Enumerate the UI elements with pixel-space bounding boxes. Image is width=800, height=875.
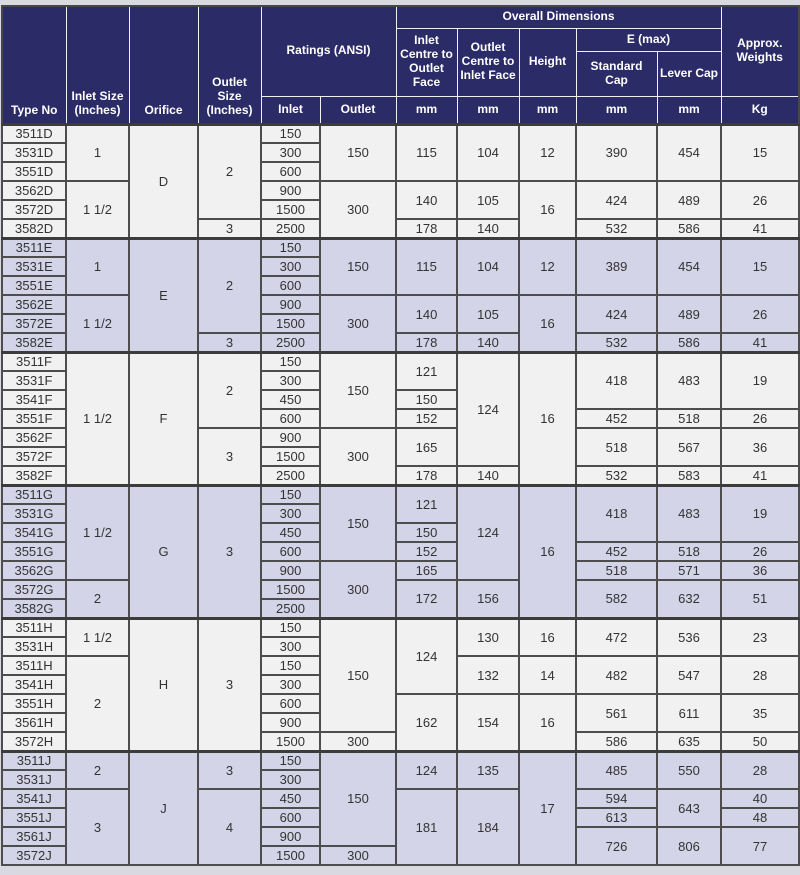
rating-outlet-cell: 300 xyxy=(320,561,396,618)
rating-inlet-cell: 900 xyxy=(261,713,320,732)
table-row-3511J xyxy=(2,751,799,770)
orifice-cell: G xyxy=(129,485,198,618)
dim-inlet-centre-cell: 140 xyxy=(396,181,457,219)
std-cap-cell: 424 xyxy=(576,295,657,333)
orifice-cell: F xyxy=(129,352,198,485)
rating-inlet-cell: 450 xyxy=(261,523,320,542)
dim-inlet-centre-cell: 150 xyxy=(396,390,457,409)
dim-inlet-centre-cell: 140 xyxy=(396,295,457,333)
lever-cap-cell: 586 xyxy=(657,333,721,352)
rating-inlet-cell: 300 xyxy=(261,371,320,390)
orifice-cell: D xyxy=(129,124,198,238)
outlet-size-cell: 3 xyxy=(198,618,261,751)
rating-inlet-cell: 1500 xyxy=(261,846,320,865)
rating-inlet-cell: 600 xyxy=(261,542,320,561)
rating-inlet-cell: 300 xyxy=(261,770,320,789)
type-no-cell: 3572D xyxy=(2,200,66,219)
rating-inlet-cell: 450 xyxy=(261,390,320,409)
dim-outlet-centre-cell: 124 xyxy=(457,352,519,466)
lever-cap-cell: 550 xyxy=(657,751,721,789)
rating-inlet-cell: 150 xyxy=(261,238,320,257)
lever-cap-cell: 454 xyxy=(657,124,721,181)
table-header xyxy=(2,6,799,124)
rating-inlet-cell: 2500 xyxy=(261,466,320,485)
rating-inlet-cell: 1500 xyxy=(261,732,320,751)
table-row-3562D xyxy=(2,181,799,200)
type-no-cell: 3551F xyxy=(2,409,66,428)
height-cell: 17 xyxy=(519,751,576,865)
rating-inlet-cell: 900 xyxy=(261,181,320,200)
std-cap-cell: 452 xyxy=(576,542,657,561)
lever-cap-cell: 635 xyxy=(657,732,721,751)
table-body xyxy=(2,124,799,865)
rating-inlet-cell: 150 xyxy=(261,656,320,675)
col-header-overall-dimensions: Overall Dimensions xyxy=(396,6,721,28)
inlet-size-cell: 1 1/2 xyxy=(66,485,129,580)
std-cap-cell: 389 xyxy=(576,238,657,295)
height-cell: 16 xyxy=(519,352,576,485)
lever-cap-cell: 454 xyxy=(657,238,721,295)
col-header-inlet-size: Inlet Size (Inches) xyxy=(66,6,129,124)
type-no-cell: 3561J xyxy=(2,827,66,846)
type-no-cell: 3541J xyxy=(2,789,66,808)
std-cap-cell: 482 xyxy=(576,656,657,694)
table-row-3511D xyxy=(2,124,799,143)
rating-inlet-cell: 900 xyxy=(261,295,320,314)
unit-weights-kg: Kg xyxy=(721,96,799,124)
dim-outlet-centre-cell: 135 xyxy=(457,751,519,789)
rating-outlet-cell: 150 xyxy=(320,485,396,561)
col-header-e-max: E (max) xyxy=(576,28,721,51)
std-cap-cell: 613 xyxy=(576,808,657,827)
orifice-cell: J xyxy=(129,751,198,865)
height-cell: 16 xyxy=(519,694,576,751)
dim-outlet-centre-cell: 104 xyxy=(457,238,519,295)
unit-height-mm: mm xyxy=(519,96,576,124)
type-no-cell: 3562E xyxy=(2,295,66,314)
weight-cell: 15 xyxy=(721,124,799,181)
type-no-cell: 3562F xyxy=(2,428,66,447)
dim-inlet-centre-cell: 162 xyxy=(396,694,457,751)
rating-outlet-cell: 150 xyxy=(320,238,396,295)
inlet-size-cell: 1 1/2 xyxy=(66,181,129,238)
rating-inlet-cell: 150 xyxy=(261,751,320,770)
weight-cell: 48 xyxy=(721,808,799,827)
type-no-cell: 3511H xyxy=(2,618,66,637)
unit-lever-cap-mm: mm xyxy=(657,96,721,124)
dim-inlet-centre-cell: 178 xyxy=(396,219,457,238)
dim-outlet-centre-cell: 105 xyxy=(457,181,519,219)
col-header-standard-cap: Standard Cap xyxy=(576,51,657,96)
col-header-ratings-ansi: Ratings (ANSI) xyxy=(261,6,396,96)
weight-cell: 35 xyxy=(721,694,799,732)
outlet-size-cell: 2 xyxy=(198,238,261,333)
unit-outlet-centre-mm: mm xyxy=(457,96,519,124)
rating-outlet-cell: 300 xyxy=(320,295,396,352)
unit-standard-cap-mm: mm xyxy=(576,96,657,124)
inlet-size-cell: 1 1/2 xyxy=(66,295,129,352)
rating-inlet-cell: 600 xyxy=(261,162,320,181)
header-row xyxy=(2,6,799,28)
dim-inlet-centre-cell: 124 xyxy=(396,618,457,694)
dim-inlet-centre-cell: 115 xyxy=(396,238,457,295)
inlet-size-cell: 1 xyxy=(66,124,129,181)
table-row-3511F xyxy=(2,352,799,371)
weight-cell: 15 xyxy=(721,238,799,295)
dim-inlet-centre-cell: 165 xyxy=(396,428,457,466)
dim-outlet-centre-cell: 140 xyxy=(457,219,519,238)
type-no-cell: 3511D xyxy=(2,124,66,143)
rating-outlet-cell: 150 xyxy=(320,618,396,732)
rating-outlet-cell: 300 xyxy=(320,181,396,238)
rating-inlet-cell: 150 xyxy=(261,618,320,637)
rating-inlet-cell: 1500 xyxy=(261,314,320,333)
table-row-3562E xyxy=(2,295,799,314)
height-cell: 14 xyxy=(519,656,576,694)
lever-cap-cell: 611 xyxy=(657,694,721,732)
lever-cap-cell: 806 xyxy=(657,827,721,865)
col-header-lever-cap: Lever Cap xyxy=(657,51,721,96)
dim-inlet-centre-cell: 121 xyxy=(396,352,457,390)
type-no-cell: 3551G xyxy=(2,542,66,561)
lever-cap-cell: 536 xyxy=(657,618,721,656)
type-no-cell: 3541H xyxy=(2,675,66,694)
type-no-cell: 3572E xyxy=(2,314,66,333)
type-no-cell: 3582G xyxy=(2,599,66,618)
weight-cell: 41 xyxy=(721,333,799,352)
col-header-inlet: Inlet xyxy=(261,96,320,124)
outlet-size-cell: 3 xyxy=(198,333,261,352)
rating-inlet-cell: 900 xyxy=(261,561,320,580)
type-no-cell: 3551J xyxy=(2,808,66,827)
weight-cell: 36 xyxy=(721,428,799,466)
outlet-size-cell: 3 xyxy=(198,219,261,238)
dim-outlet-centre-cell: 105 xyxy=(457,295,519,333)
type-no-cell: 3531J xyxy=(2,770,66,789)
std-cap-cell: 418 xyxy=(576,352,657,409)
dim-outlet-centre-cell: 154 xyxy=(457,694,519,751)
col-header-inlet-centre-to-outlet-face: Inlet Centre to Outlet Face xyxy=(396,28,457,96)
rating-outlet-cell: 300 xyxy=(320,428,396,485)
rating-inlet-cell: 300 xyxy=(261,143,320,162)
weight-cell: 41 xyxy=(721,466,799,485)
std-cap-cell: 390 xyxy=(576,124,657,181)
inlet-size-cell: 1 1/2 xyxy=(66,618,129,656)
rating-outlet-cell: 150 xyxy=(320,352,396,428)
std-cap-cell: 582 xyxy=(576,580,657,618)
orifice-cell: E xyxy=(129,238,198,352)
weight-cell: 28 xyxy=(721,656,799,694)
std-cap-cell: 532 xyxy=(576,219,657,238)
lever-cap-cell: 489 xyxy=(657,295,721,333)
outlet-size-cell: 3 xyxy=(198,485,261,618)
table-row-3541J xyxy=(2,789,799,808)
inlet-size-cell: 2 xyxy=(66,751,129,789)
type-no-cell: 3562D xyxy=(2,181,66,200)
height-cell: 12 xyxy=(519,124,576,181)
inlet-size-cell: 2 xyxy=(66,656,129,751)
rating-inlet-cell: 150 xyxy=(261,352,320,371)
outlet-size-cell: 3 xyxy=(198,751,261,789)
type-no-cell: 3572G xyxy=(2,580,66,599)
rating-inlet-cell: 450 xyxy=(261,789,320,808)
std-cap-cell: 586 xyxy=(576,732,657,751)
weight-cell: 26 xyxy=(721,181,799,219)
type-no-cell: 3541G xyxy=(2,523,66,542)
lever-cap-cell: 483 xyxy=(657,485,721,542)
type-no-cell: 3551H xyxy=(2,694,66,713)
rating-inlet-cell: 2500 xyxy=(261,219,320,238)
table-row-3572G xyxy=(2,580,799,599)
type-no-cell: 3511J xyxy=(2,751,66,770)
table-row-3511E xyxy=(2,238,799,257)
lever-cap-cell: 586 xyxy=(657,219,721,238)
col-header-approx-weights: Approx. Weights xyxy=(721,6,799,96)
lever-cap-cell: 567 xyxy=(657,428,721,466)
std-cap-cell: 594 xyxy=(576,789,657,808)
type-no-cell: 3551E xyxy=(2,276,66,295)
std-cap-cell: 532 xyxy=(576,333,657,352)
type-no-cell: 3551D xyxy=(2,162,66,181)
dim-inlet-centre-cell: 152 xyxy=(396,409,457,428)
rating-inlet-cell: 2500 xyxy=(261,333,320,352)
dim-inlet-centre-cell: 150 xyxy=(396,523,457,542)
weight-cell: 50 xyxy=(721,732,799,751)
orifice-cell: H xyxy=(129,618,198,751)
lever-cap-cell: 571 xyxy=(657,561,721,580)
inlet-size-cell: 1 1/2 xyxy=(66,352,129,485)
col-header-orifice: Orifice xyxy=(129,6,198,124)
type-no-cell: 3572H xyxy=(2,732,66,751)
weight-cell: 51 xyxy=(721,580,799,618)
std-cap-cell: 472 xyxy=(576,618,657,656)
weight-cell: 77 xyxy=(721,827,799,865)
std-cap-cell: 518 xyxy=(576,428,657,466)
rating-inlet-cell: 900 xyxy=(261,428,320,447)
lever-cap-cell: 643 xyxy=(657,789,721,827)
weight-cell: 36 xyxy=(721,561,799,580)
rating-outlet-cell: 150 xyxy=(320,751,396,846)
inlet-size-cell: 2 xyxy=(66,580,129,618)
lever-cap-cell: 489 xyxy=(657,181,721,219)
rating-inlet-cell: 1500 xyxy=(261,447,320,466)
std-cap-cell: 532 xyxy=(576,466,657,485)
std-cap-cell: 485 xyxy=(576,751,657,789)
dim-outlet-centre-cell: 184 xyxy=(457,789,519,865)
type-no-cell: 3582E xyxy=(2,333,66,352)
rating-inlet-cell: 600 xyxy=(261,276,320,295)
std-cap-cell: 561 xyxy=(576,694,657,732)
weight-cell: 23 xyxy=(721,618,799,656)
dim-outlet-centre-cell: 104 xyxy=(457,124,519,181)
rating-inlet-cell: 600 xyxy=(261,409,320,428)
type-no-cell: 3562G xyxy=(2,561,66,580)
dim-inlet-centre-cell: 178 xyxy=(396,333,457,352)
rating-inlet-cell: 900 xyxy=(261,827,320,846)
type-no-cell: 3582D xyxy=(2,219,66,238)
height-cell: 16 xyxy=(519,295,576,352)
dim-outlet-centre-cell: 124 xyxy=(457,485,519,580)
table-row-3511H xyxy=(2,618,799,637)
weight-cell: 28 xyxy=(721,751,799,789)
type-no-cell: 3541F xyxy=(2,390,66,409)
std-cap-cell: 726 xyxy=(576,827,657,865)
dim-inlet-centre-cell: 165 xyxy=(396,561,457,580)
type-no-cell: 3511H xyxy=(2,656,66,675)
lever-cap-cell: 632 xyxy=(657,580,721,618)
height-cell: 16 xyxy=(519,485,576,618)
lever-cap-cell: 583 xyxy=(657,466,721,485)
height-cell: 16 xyxy=(519,181,576,238)
outlet-size-cell: 2 xyxy=(198,124,261,219)
type-no-cell: 3531G xyxy=(2,504,66,523)
lever-cap-cell: 518 xyxy=(657,542,721,561)
col-header-height: Height xyxy=(519,28,576,96)
rating-inlet-cell: 600 xyxy=(261,694,320,713)
type-no-cell: 3531D xyxy=(2,143,66,162)
rating-inlet-cell: 150 xyxy=(261,485,320,504)
type-no-cell: 3531H xyxy=(2,637,66,656)
weight-cell: 26 xyxy=(721,295,799,333)
weight-cell: 41 xyxy=(721,219,799,238)
inlet-size-cell: 3 xyxy=(66,789,129,865)
col-header-outlet-centre-to-inlet-face: Outlet Centre to Inlet Face xyxy=(457,28,519,96)
type-no-cell: 3511E xyxy=(2,238,66,257)
lever-cap-cell: 483 xyxy=(657,352,721,409)
dim-inlet-centre-cell: 121 xyxy=(396,485,457,523)
unit-inlet-centre-mm: mm xyxy=(396,96,457,124)
std-cap-cell: 418 xyxy=(576,485,657,542)
height-cell: 16 xyxy=(519,618,576,656)
table-row-3511G xyxy=(2,485,799,504)
height-cell: 12 xyxy=(519,238,576,295)
outlet-size-cell: 3 xyxy=(198,428,261,485)
weight-cell: 40 xyxy=(721,789,799,808)
dim-inlet-centre-cell: 115 xyxy=(396,124,457,181)
outlet-size-cell: 2 xyxy=(198,352,261,428)
weight-cell: 19 xyxy=(721,485,799,542)
type-no-cell: 3572F xyxy=(2,447,66,466)
rating-inlet-cell: 300 xyxy=(261,637,320,656)
outlet-size-cell: 4 xyxy=(198,789,261,865)
rating-inlet-cell: 300 xyxy=(261,504,320,523)
dim-inlet-centre-cell: 172 xyxy=(396,580,457,618)
dim-outlet-centre-cell: 156 xyxy=(457,580,519,618)
col-header-outlet: Outlet xyxy=(320,96,396,124)
type-no-cell: 3572J xyxy=(2,846,66,865)
std-cap-cell: 424 xyxy=(576,181,657,219)
rating-inlet-cell: 2500 xyxy=(261,599,320,618)
rating-outlet-cell: 150 xyxy=(320,124,396,181)
type-no-cell: 3511F xyxy=(2,352,66,371)
dim-outlet-centre-cell: 140 xyxy=(457,466,519,485)
std-cap-cell: 518 xyxy=(576,561,657,580)
dim-inlet-centre-cell: 178 xyxy=(396,466,457,485)
rating-inlet-cell: 300 xyxy=(261,675,320,694)
rating-inlet-cell: 1500 xyxy=(261,200,320,219)
rating-inlet-cell: 150 xyxy=(261,124,320,143)
rating-inlet-cell: 600 xyxy=(261,808,320,827)
weight-cell: 19 xyxy=(721,352,799,409)
lever-cap-cell: 518 xyxy=(657,409,721,428)
rating-outlet-cell: 300 xyxy=(320,846,396,865)
type-no-cell: 3511G xyxy=(2,485,66,504)
spec-table xyxy=(1,5,800,866)
dim-inlet-centre-cell: 124 xyxy=(396,751,457,789)
dim-outlet-centre-cell: 132 xyxy=(457,656,519,694)
lever-cap-cell: 547 xyxy=(657,656,721,694)
col-header-outlet-size: Outlet Size (Inches) xyxy=(198,6,261,124)
weight-cell: 26 xyxy=(721,409,799,428)
type-no-cell: 3531E xyxy=(2,257,66,276)
type-no-cell: 3531F xyxy=(2,371,66,390)
col-header-type-no: Type No xyxy=(2,6,66,124)
dim-inlet-centre-cell: 181 xyxy=(396,789,457,865)
type-no-cell: 3561H xyxy=(2,713,66,732)
inlet-size-cell: 1 xyxy=(66,238,129,295)
dim-inlet-centre-cell: 152 xyxy=(396,542,457,561)
rating-inlet-cell: 300 xyxy=(261,257,320,276)
rating-inlet-cell: 1500 xyxy=(261,580,320,599)
type-no-cell: 3582F xyxy=(2,466,66,485)
dim-outlet-centre-cell: 130 xyxy=(457,618,519,656)
std-cap-cell: 452 xyxy=(576,409,657,428)
weight-cell: 26 xyxy=(721,542,799,561)
dim-outlet-centre-cell: 140 xyxy=(457,333,519,352)
rating-outlet-cell: 300 xyxy=(320,732,396,751)
